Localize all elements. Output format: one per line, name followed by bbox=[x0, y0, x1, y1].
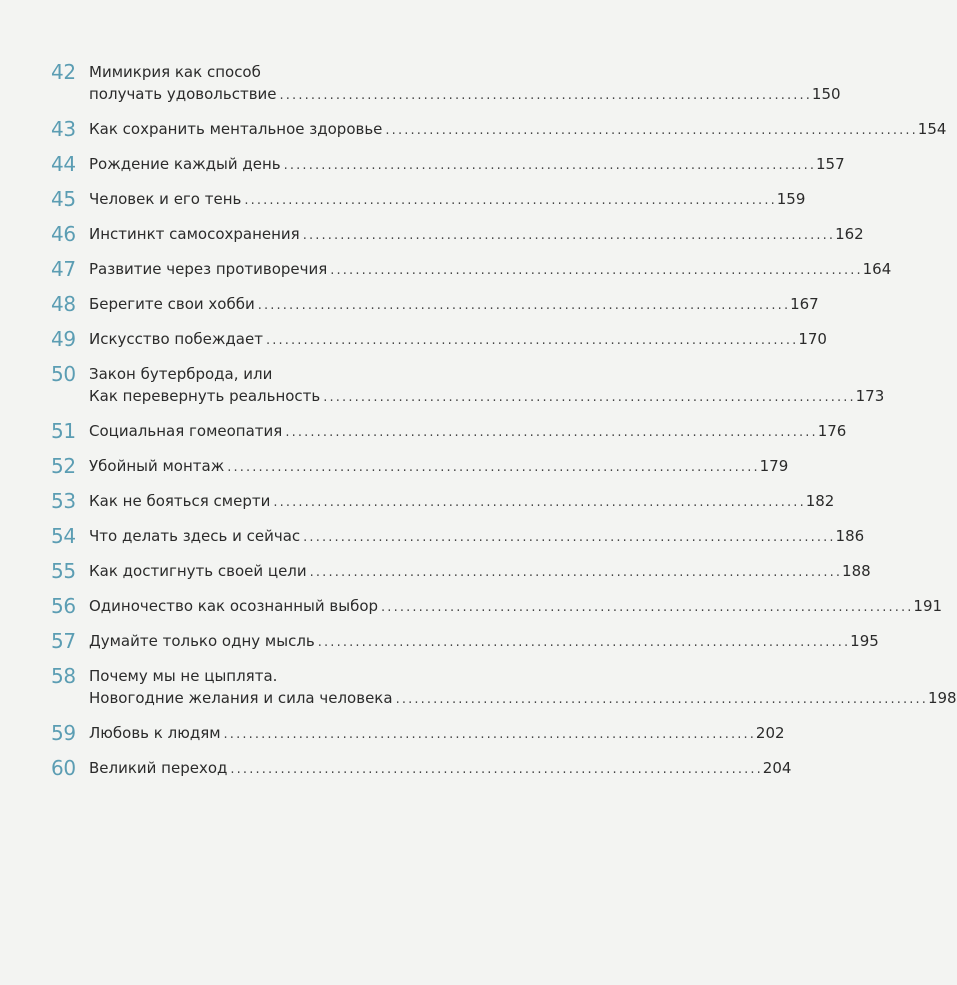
chapter-title bbox=[89, 722, 785, 746]
dot-leader bbox=[273, 492, 802, 514]
chapter-title-line: Закон бутерброда, или bbox=[89, 365, 273, 383]
page-number: 202 bbox=[755, 724, 785, 742]
chapter-title-text: Как сохранить ментальное здоровье bbox=[89, 120, 383, 138]
chapter-title-text: Развитие через противоречия bbox=[89, 260, 328, 278]
toc-entry[interactable] bbox=[51, 524, 865, 549]
chapter-number: 57 bbox=[51, 629, 76, 653]
toc-entry[interactable] bbox=[51, 664, 957, 711]
page-number: 167 bbox=[790, 295, 819, 313]
page-number: 198 bbox=[927, 689, 957, 707]
chapter-number: 60 bbox=[51, 756, 76, 780]
chapter-number: 44 bbox=[51, 152, 76, 176]
toc-entry[interactable] bbox=[51, 362, 885, 409]
chapter-number: 43 bbox=[51, 117, 76, 141]
chapter-title bbox=[89, 118, 946, 142]
dot-leader bbox=[303, 225, 832, 247]
dot-leader bbox=[224, 724, 753, 746]
chapter-title bbox=[89, 258, 891, 282]
chapter-title-last-line bbox=[89, 83, 841, 107]
chapter-title-text: Как не бояться смерти bbox=[89, 492, 271, 510]
chapter-title-last-line bbox=[89, 385, 884, 409]
chapter-title-text: Социальная гомеопатия bbox=[89, 422, 283, 440]
chapter-title bbox=[89, 455, 788, 479]
chapter-title bbox=[89, 153, 845, 177]
chapter-number: 58 bbox=[51, 664, 76, 688]
chapter-title-last-line bbox=[89, 595, 942, 619]
page-number: 154 bbox=[917, 120, 947, 138]
chapter-number: 56 bbox=[51, 594, 76, 618]
page-number: 159 bbox=[776, 190, 806, 208]
chapter-title bbox=[89, 61, 841, 107]
chapter-title-last-line bbox=[89, 153, 845, 177]
dot-leader bbox=[284, 155, 813, 177]
chapter-title-text: Любовь к людям bbox=[89, 724, 221, 742]
chapter-title bbox=[89, 630, 879, 654]
chapter-title-text: получать удовольствие bbox=[89, 85, 277, 103]
dot-leader bbox=[303, 527, 832, 549]
chapter-number: 49 bbox=[51, 327, 76, 351]
dot-leader bbox=[385, 120, 914, 142]
chapter-title-text: Убойный монтаж bbox=[89, 457, 225, 475]
chapter-title bbox=[89, 525, 864, 549]
chapter-title-last-line bbox=[89, 188, 805, 212]
dot-leader bbox=[280, 85, 809, 107]
toc-entry[interactable] bbox=[51, 454, 789, 479]
toc-entry[interactable] bbox=[51, 152, 845, 177]
chapter-title bbox=[89, 560, 871, 584]
dot-leader bbox=[310, 562, 839, 584]
toc-entry[interactable] bbox=[51, 629, 879, 654]
chapter-title-last-line bbox=[89, 560, 871, 584]
chapter-title-text: Новогодние желания и сила человека bbox=[89, 689, 393, 707]
toc-entry[interactable] bbox=[51, 489, 835, 514]
dot-leader bbox=[285, 422, 814, 444]
chapter-title-text: Берегите свои хобби bbox=[89, 295, 255, 313]
page-number: 186 bbox=[835, 527, 865, 545]
chapter-title bbox=[89, 757, 791, 781]
chapter-title bbox=[89, 420, 846, 444]
toc-entry[interactable] bbox=[51, 721, 785, 746]
chapter-title-text: Человек и его тень bbox=[89, 190, 242, 208]
chapter-title-last-line bbox=[89, 258, 891, 282]
chapter-title bbox=[89, 223, 864, 247]
chapter-title-text: Как достигнуть своей цели bbox=[89, 562, 307, 580]
dot-leader bbox=[323, 387, 852, 409]
dot-leader bbox=[318, 632, 847, 654]
chapter-title-text: Инстинкт самосохранения bbox=[89, 225, 300, 243]
chapter-title-last-line bbox=[89, 455, 788, 479]
chapter-title-last-line bbox=[89, 630, 879, 654]
dot-leader bbox=[244, 190, 773, 212]
chapter-title-text: Как перевернуть реальность bbox=[89, 387, 321, 405]
toc-entry[interactable] bbox=[51, 594, 943, 619]
page-number: 170 bbox=[798, 330, 827, 348]
table-of-contents bbox=[51, 60, 957, 792]
page-number: 188 bbox=[842, 562, 871, 580]
dot-leader bbox=[230, 759, 759, 781]
chapter-title-text: Искусство побеждает bbox=[89, 330, 263, 348]
chapter-number: 47 bbox=[51, 257, 76, 281]
page-number: 179 bbox=[759, 457, 789, 475]
page-number: 204 bbox=[762, 759, 792, 777]
toc-entry[interactable] bbox=[51, 60, 841, 107]
chapter-title bbox=[89, 595, 942, 619]
chapter-title-last-line bbox=[89, 687, 957, 711]
page-number: 150 bbox=[811, 85, 841, 103]
chapter-title-text: Что делать здесь и сейчас bbox=[89, 527, 301, 545]
dot-leader bbox=[227, 457, 756, 479]
toc-entry[interactable] bbox=[51, 419, 847, 444]
chapter-number: 51 bbox=[51, 419, 76, 443]
chapter-number: 55 bbox=[51, 559, 76, 583]
toc-entry[interactable] bbox=[51, 292, 819, 317]
chapter-number: 42 bbox=[51, 60, 76, 84]
chapter-title-last-line bbox=[89, 490, 834, 514]
chapter-number: 45 bbox=[51, 187, 76, 211]
chapter-number: 48 bbox=[51, 292, 76, 316]
chapter-title-last-line bbox=[89, 223, 864, 247]
chapter-number: 53 bbox=[51, 489, 76, 513]
toc-entry[interactable] bbox=[51, 257, 892, 282]
chapter-number: 52 bbox=[51, 454, 76, 478]
dot-leader bbox=[381, 597, 910, 619]
chapter-title-last-line bbox=[89, 293, 819, 317]
chapter-number: 46 bbox=[51, 222, 76, 246]
chapter-title-text: Великий переход bbox=[89, 759, 228, 777]
page-number: 182 bbox=[805, 492, 835, 510]
chapter-title-last-line bbox=[89, 118, 946, 142]
toc-entry[interactable] bbox=[51, 222, 864, 247]
chapter-title bbox=[89, 328, 827, 352]
chapter-title bbox=[89, 665, 957, 711]
page-number: 157 bbox=[816, 155, 845, 173]
chapter-title-text: Рождение каждый день bbox=[89, 155, 281, 173]
page-number: 176 bbox=[817, 422, 847, 440]
chapter-title bbox=[89, 188, 805, 212]
toc-entry[interactable] bbox=[51, 327, 827, 352]
page-number: 173 bbox=[855, 387, 885, 405]
chapter-title-line: Почему мы не цыплята. bbox=[89, 667, 278, 685]
chapter-title-last-line bbox=[89, 757, 791, 781]
page-number: 191 bbox=[913, 597, 943, 615]
chapter-title bbox=[89, 363, 884, 409]
chapter-title-line: Мимикрия как способ bbox=[89, 63, 261, 81]
page-number: 195 bbox=[850, 632, 879, 650]
chapter-title-last-line bbox=[89, 328, 827, 352]
chapter-title-last-line bbox=[89, 525, 864, 549]
toc-entry[interactable] bbox=[51, 117, 947, 142]
chapter-number: 59 bbox=[51, 721, 76, 745]
chapter-title bbox=[89, 490, 834, 514]
toc-entry[interactable] bbox=[51, 187, 806, 212]
chapter-title bbox=[89, 293, 819, 317]
chapter-number: 50 bbox=[51, 362, 76, 386]
chapter-title-text: Думайте только одну мысль bbox=[89, 632, 315, 650]
toc-entry[interactable] bbox=[51, 756, 792, 781]
page-number: 162 bbox=[835, 225, 864, 243]
chapter-title-text: Одиночество как осознанный выбор bbox=[89, 597, 379, 615]
chapter-number: 54 bbox=[51, 524, 76, 548]
chapter-title-last-line bbox=[89, 722, 785, 746]
dot-leader bbox=[258, 295, 787, 317]
dot-leader bbox=[396, 689, 925, 711]
dot-leader bbox=[330, 260, 859, 282]
chapter-title-last-line bbox=[89, 420, 846, 444]
page-number: 164 bbox=[862, 260, 892, 278]
toc-entry[interactable] bbox=[51, 559, 871, 584]
dot-leader bbox=[266, 330, 795, 352]
